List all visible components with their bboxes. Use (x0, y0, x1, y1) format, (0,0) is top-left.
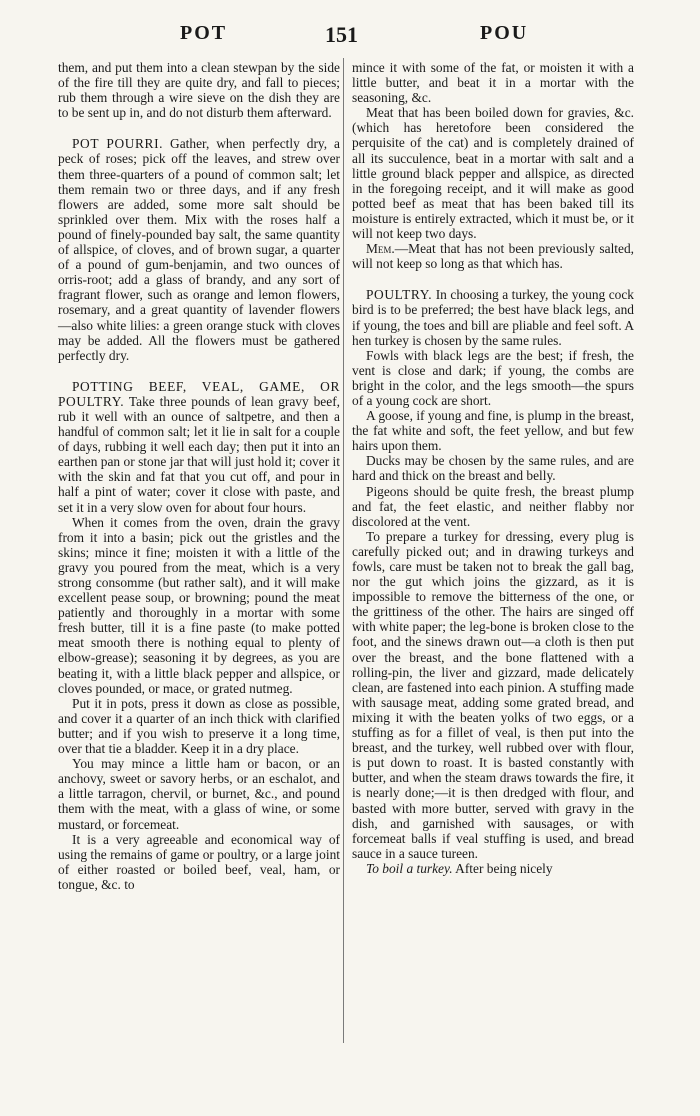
paragraph: It is a very agreeable and economical way of using the remains of game or poultry, or a large joint of either roasted or boiled beef, veal, ham, or tongue, &c. to (58, 831, 340, 892)
entry-heading: POT POURRI. (72, 136, 164, 152)
entry-text: Gather, when perfectly dry, a peck of roses; pick off the leaves, and strew over them three-quarters of a pound of common salt; let them remain two or three days, and if any fresh flowers are added, some more salt should be sprinkled over them. Mix with the roses half a pound of finely-pounded bay salt, the same quantity of allspice, of cloves, and of brown sugar, a quarter of a pound of gum-benjamin, and two ounces of orris-root; add a glass of brandy, and any sort of fragrant flower, such as orange and lemon flowers, rosemary, and a great quantity of lavender flowers—also white lilies: a green orange stuck with cloves may be added. All the flowers must be gathered perfectly dry. (58, 136, 340, 363)
running-header (60, 22, 640, 52)
paragraph: Meat that has been boiled down for gravies, &c. (which has heretofore been considered the perquisite of the cat) and is completely drained of all its succulence, beat in a mortar with salt and a little ground black pepper and allspice, as directed in the foregoing receipt, and it will make as good potted beef as meat that has been baked till its moisture is entirely extracted, which it must be, or it will not keep two days. (352, 105, 634, 242)
header-right-guide-word: POU (480, 22, 529, 44)
memo-paragraph (352, 241, 634, 271)
entry-heading: POTTING BEEF, VEAL, GAME, OR POULTRY. (58, 378, 340, 409)
entry-text: In choosing a turkey, the young cock bird is to be preferred; the best have black legs, and if young, the toes and bill are pliable and feel soft. A hen turkey is chosen by the same rules. (352, 287, 634, 348)
paragraph: When it comes from the oven, drain the gravy from it into a basin; pick out the gristles and the skins; mince it fine; moisten it with a little of the gravy you poured from the meat, which is a very strong consomme (but rather salt), and it will make excellent pease soup, or browning; pound the meat patiently and thoroughly in a mortar with some fresh butter, till it is a fine paste (to make potted meat smooth there is nothing equal to plenty of elbow-grease); seasoning it by degrees, as you are beating it, with a little black pepper and allspice, or cloves pounded, or mace, or grated nutmeg. (58, 514, 340, 696)
entry-text: After being nicely (455, 860, 553, 876)
right-column (352, 60, 634, 876)
subheading-italic: To boil a turkey. (366, 860, 453, 876)
page-number: 151 (325, 22, 358, 47)
entry-heading: POULTRY. (366, 287, 433, 303)
paragraph: Ducks may be chosen by the same rules, and are hard and thick on the breast and belly. (352, 453, 634, 484)
paragraph-continued: them, and put them into a clean stewpan by the side of the fire till they are quite dry, and fall to pieces; rub them through a wire sieve on the dish they are to be sent up in, and do not disturb them afterward. (58, 60, 340, 121)
entry-text: Take three pounds of lean gravy beef, rub it well with an ounce of saltpetre, and then a handful of common salt; let it lie in salt for a couple of days, rubbing it well each day; then put it into an earthen pan or stone jar that will just hold it; cover it with the skin and fat that you cut off, and pour in half a pint of water; cover it close with paste, and set it in a very slow oven for about four hours. (58, 393, 341, 515)
header-left-guide-word: POT (180, 22, 228, 44)
memo-text: —Meat that has not been previously salted, will not keep so long as that which has. (352, 241, 634, 272)
column-divider (343, 58, 344, 1043)
entry-potting-beef (58, 379, 340, 515)
paragraph: Fowls with black legs are the best; if fresh, the vent is close and dark; if young, the combs are bright in the color, and the legs smooth—the spurs of a young cock are short. (352, 347, 634, 408)
paragraph: Put it in pots, press it down as close as possible, and cover it a quarter of an inch thick with clarified butter; and if you wish to preserve it a long time, over that tie a bladder. Keep it in a dry place. (58, 695, 340, 757)
left-column (58, 60, 340, 892)
paragraph: Pigeons should be quite fresh, the breast plump and fat, the feet elastic, and neither flabby nor discolored at the vent. (352, 483, 634, 529)
paragraph: A goose, if young and fine, is plump in the breast, the fat white and soft, the feet yellow, and but few hairs upon them. (352, 408, 634, 454)
memo-label: Mem. (366, 241, 395, 257)
paragraph: You may mince a little ham or bacon, or an anchovy, sweet or savory herbs, or an eschalot, and a little tarragon, chervil, or burnet, &c., and pound them with the meat, with a glass of wine, or some mustard, or forcemeat. (58, 756, 340, 832)
paragraph (352, 861, 634, 876)
entry-poultry (352, 287, 634, 347)
entry-pot-pourri (58, 136, 340, 362)
paragraph-continued: mince it with some of the fat, or moisten it with a little butter, and beat it in a mortar with the seasoning, &c. (352, 60, 634, 106)
paragraph: To prepare a turkey for dressing, every plug is carefully picked out; and in drawing turkeys and fowls, care must be taken not to break the gall bag, nor the gut which joins the gizzard, as it is impossible to remove the bitterness of the one, or the grittiness of the other. The hairs are singed off with white paper; the leg-bone is broken close to the foot, and the sinews drawn out—a cloth is then put over the breast, and the bone flattened with a rolling-pin, the liver and gizzard, made delicately clean, are fastened into each pinion. A stuffing made with sausage meat, adding some grated bread, and mixing it with the beaten yolks of two eggs, or a stuffing as for a fillet of veal, is then put into the breast, and the turkey, well rubbed over with flour, is put down to roast. It is basted constantly with butter, and when the steam draws towards the fire, it is nearly done;—it is then dredged with flour, and basted with more butter, served with gravy in the dish, and garnished with sausages, or with forcemeat balls if veal stuffing is used, and bread sauce in a sauce tureen. (352, 528, 634, 861)
